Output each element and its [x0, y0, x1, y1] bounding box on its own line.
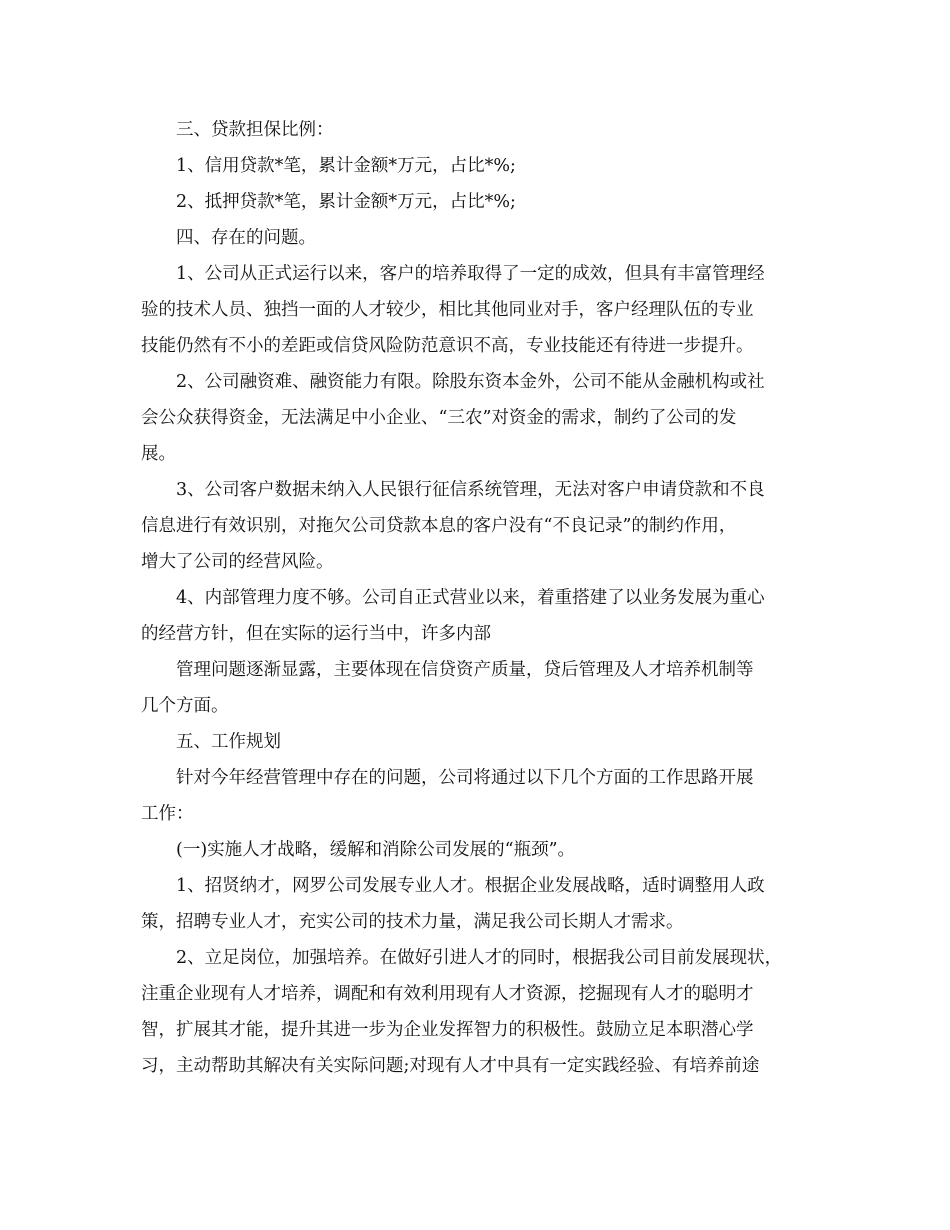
- section-heading-work-plan: 五、工作规划: [176, 732, 281, 752]
- section-heading-problems: 四、存在的问题。: [176, 228, 316, 248]
- text-line: 2、抵押贷款*笔，累计金额*万元，占比*%;: [176, 192, 516, 212]
- text-line: 管理问题逐渐显露，主要体现在信贷资产质量，贷后管理及人才培养机制等: [176, 660, 754, 680]
- text-line: 的经营方针，但在实际的运行当中，许多内部: [141, 624, 491, 644]
- text-line: 1、招贤纳才，网罗公司发展专业人才。根据企业发展战略，适时调整用人政: [176, 876, 765, 896]
- text-line: 针对今年经营管理中存在的问题，公司将通过以下几个方面的工作思路开展: [176, 768, 754, 788]
- text-line: 增大了公司的经营风险。: [141, 552, 334, 572]
- text-line: 工作：: [141, 804, 194, 824]
- text-line: 3、公司客户数据未纳入人民银行征信系统管理，无法对客户申请贷款和不良: [176, 480, 765, 500]
- subsection-heading-talent-strategy: (一)实施人才战略，缓解和消除公司发展的“瓶颈”。: [176, 840, 576, 860]
- text-line: 技能仍然有不小的差距或信贷风险防范意识不高，专业技能还有待进一步提升。: [141, 336, 754, 356]
- text-line: 智，扩展其才能，提升其进一步为企业发挥智力的积极性。鼓励立足本职潜心学: [141, 1020, 754, 1040]
- text-line: 1、公司从正式运行以来，客户的培养取得了一定的成效，但具有丰富管理经: [176, 264, 765, 284]
- text-line: 会公众获得资金，无法满足中小企业、“三农”对资金的需求，制约了公司的发: [141, 408, 737, 428]
- text-line: 验的技术人员、独挡一面的人才较少，相比其他同业对手，客户经理队伍的专业: [141, 300, 754, 320]
- text-line: 策，招聘专业人才，充实公司的技术力量，满足我公司长期人才需求。: [141, 912, 684, 932]
- text-line: 2、立足岗位，加强培养。在做好引进人才的同时，根据我公司目前发展现状，: [176, 948, 783, 968]
- text-line: 1、信用贷款*笔，累计金额*万元，占比*%;: [176, 156, 516, 176]
- text-line: 注重企业现有人才培养，调配和有效利用现有人才资源，挖掘现有人才的聪明才: [141, 984, 754, 1004]
- text-line: 2、公司融资难、融资能力有限。除股东资本金外，公司不能从金融机构或社: [176, 372, 765, 392]
- text-line: 4、内部管理力度不够。公司自正式营业以来，着重搭建了以业务发展为重心: [176, 588, 765, 608]
- text-line: 几个方面。: [141, 696, 229, 716]
- text-line: 信息进行有效识别，对拖欠公司贷款本息的客户没有“不良记录”的制约作用，: [141, 516, 737, 536]
- text-line: 展。: [141, 444, 176, 464]
- text-line: 习，主动帮助其解决有关实际问题;对现有人才中具有一定实践经验、有培养前途: [141, 1056, 760, 1076]
- section-heading-loan-guarantee: 三、贷款担保比例：: [176, 120, 334, 140]
